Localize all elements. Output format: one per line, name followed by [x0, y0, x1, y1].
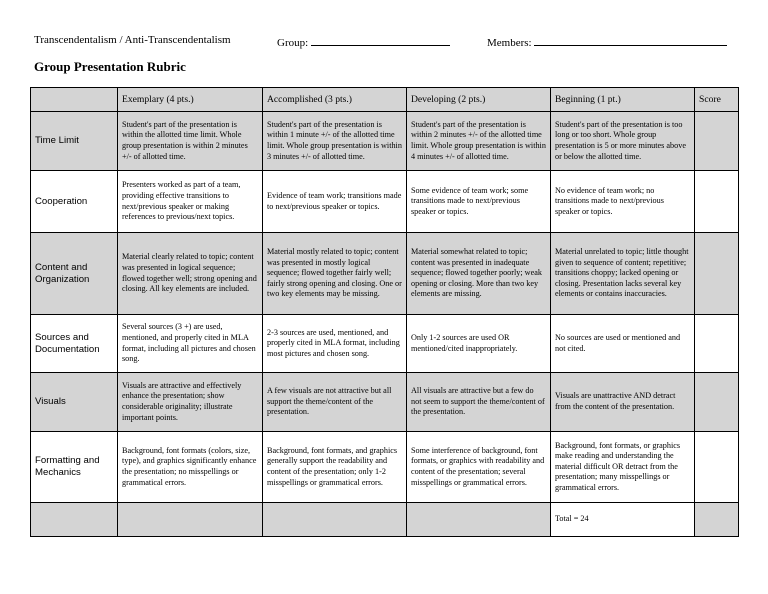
table-row [31, 171, 739, 233]
table-cell: Visuals are attractive and effectively enhance the presentation; show considerable originality; illustrate important points. [118, 373, 263, 432]
column-header-score: Score [695, 88, 739, 112]
members-field [487, 34, 727, 49]
table-cell: Material clearly related to topic; content was presented in logical sequence; flowed together well; strong opening and closing. All key elements are included. [118, 233, 263, 315]
score-cell [695, 233, 739, 315]
score-cell [695, 432, 739, 503]
table-cell: Only 1-2 sources are used OR mentioned/cited inappropriately. [407, 315, 551, 373]
table-row [31, 112, 739, 171]
total-points: Total = 24 [551, 503, 695, 537]
group-blank-line [311, 34, 450, 46]
table-header-row [31, 88, 739, 112]
table-row [31, 233, 739, 315]
row-label-content-organization: Content and Organization [31, 233, 118, 315]
row-label-cooperation: Cooperation [31, 171, 118, 233]
table-cell: Material unrelated to topic; little thought given to sequence of content; repetitive; transitions choppy; lacked opening or closing. Presentation lacks several key elements or contains inaccuracies. [551, 233, 695, 315]
table-cell: Student's part of the presentation is within 1 minute +/- of the allotted time limit. Whole group presentation is within 3 minutes +/- of allotted time. [263, 112, 407, 171]
total-row-blank-cell [118, 503, 263, 537]
column-header-exemplary: Exemplary (4 pts.) [118, 88, 263, 112]
table-row [31, 373, 739, 432]
score-cell [695, 315, 739, 373]
table-cell: Visuals are unattractive AND detract from the content of the presentation. [551, 373, 695, 432]
group-field [277, 34, 450, 49]
row-label-formatting-mechanics: Formatting and Mechanics [31, 432, 118, 503]
table-cell: Material somewhat related to topic; content was presented in inadequate sequence; flowed together poorly; weak opening or closing. More than two key elements are missing. [407, 233, 551, 315]
row-label-time-limit: Time Limit [31, 112, 118, 171]
page-title: Group Presentation Rubric [34, 59, 186, 74]
table-cell: Student's part of the presentation is within 2 minutes +/- of the allotted time limit. Whole group presentation is within 4 minutes +/- of allotted time. [407, 112, 551, 171]
table-cell: Student's part of the presentation is too long or too short. Whole group presentation is 5 or more minutes above or below the allotted time. [551, 112, 695, 171]
table-cell: No evidence of team work; no transitions made to next/previous speaker or topics. [551, 171, 695, 233]
document-header [34, 34, 734, 50]
table-cell: Background, font formats, and graphics generally support the readability and content of the presentation; only 1-2 misspellings or grammatical errors. [263, 432, 407, 503]
members-blank-line [534, 34, 727, 46]
total-row-blank-cell [407, 503, 551, 537]
column-header-beginning: Beginning (1 pt.) [551, 88, 695, 112]
total-score-cell [695, 503, 739, 537]
score-cell [695, 373, 739, 432]
column-header-accomplished: Accomplished (3 pts.) [263, 88, 407, 112]
table-row [31, 432, 739, 503]
table-cell: All visuals are attractive but a few do not seem to support the theme/content of the presentation. [407, 373, 551, 432]
column-header-blank [31, 88, 118, 112]
total-row-blank-cell [31, 503, 118, 537]
score-cell [695, 112, 739, 171]
members-label: Members: [487, 37, 532, 49]
table-cell: Background, font formats, or graphics make reading and understanding the material difficult OR detract from the presentation; many misspellings or grammatical errors. [551, 432, 695, 503]
table-row [31, 315, 739, 373]
table-cell: Some interference of background, font formats, or graphics with readability and content of the presentation; several misspellings or grammatical errors. [407, 432, 551, 503]
course-title: Transcendentalism / Anti-Transcendentalism [34, 34, 231, 46]
total-row [31, 503, 739, 537]
table-cell: 2-3 sources are used, mentioned, and properly cited in MLA format, including most pictures and chosen song. [263, 315, 407, 373]
table-cell: Evidence of team work; transitions made to next/previous speaker or topics. [263, 171, 407, 233]
table-cell: Student's part of the presentation is within the allotted time limit. Whole group presentation is within 2 minutes +/- of allotted time. [118, 112, 263, 171]
row-label-sources-documentation: Sources and Documentation [31, 315, 118, 373]
column-header-developing: Developing (2 pts.) [407, 88, 551, 112]
table-cell: Material mostly related to topic; content was presented in mostly logical sequence; flowed together fairly well; fairly strong opening and closing. One or two key elements may be missing. [263, 233, 407, 315]
group-label: Group: [277, 37, 309, 49]
table-cell: A few visuals are not attractive but all support the theme/content of the presentation. [263, 373, 407, 432]
table-cell: Some evidence of team work; some transitions made to next/previous speaker or topics. [407, 171, 551, 233]
table-cell: No sources are used or mentioned and not cited. [551, 315, 695, 373]
row-label-visuals: Visuals [31, 373, 118, 432]
table-cell: Several sources (3 +) are used, mentioned, and properly cited in MLA format, including all pictures and chosen song. [118, 315, 263, 373]
table-cell: Background, font formats (colors, size, type), and graphics significantly enhance the presentation; no misspellings or grammatical errors. [118, 432, 263, 503]
score-cell [695, 171, 739, 233]
table-cell: Presenters worked as part of a team, providing effective transitions to next/previous speaker or making references to previous/next topics. [118, 171, 263, 233]
total-row-blank-cell [263, 503, 407, 537]
rubric-table [30, 87, 739, 537]
